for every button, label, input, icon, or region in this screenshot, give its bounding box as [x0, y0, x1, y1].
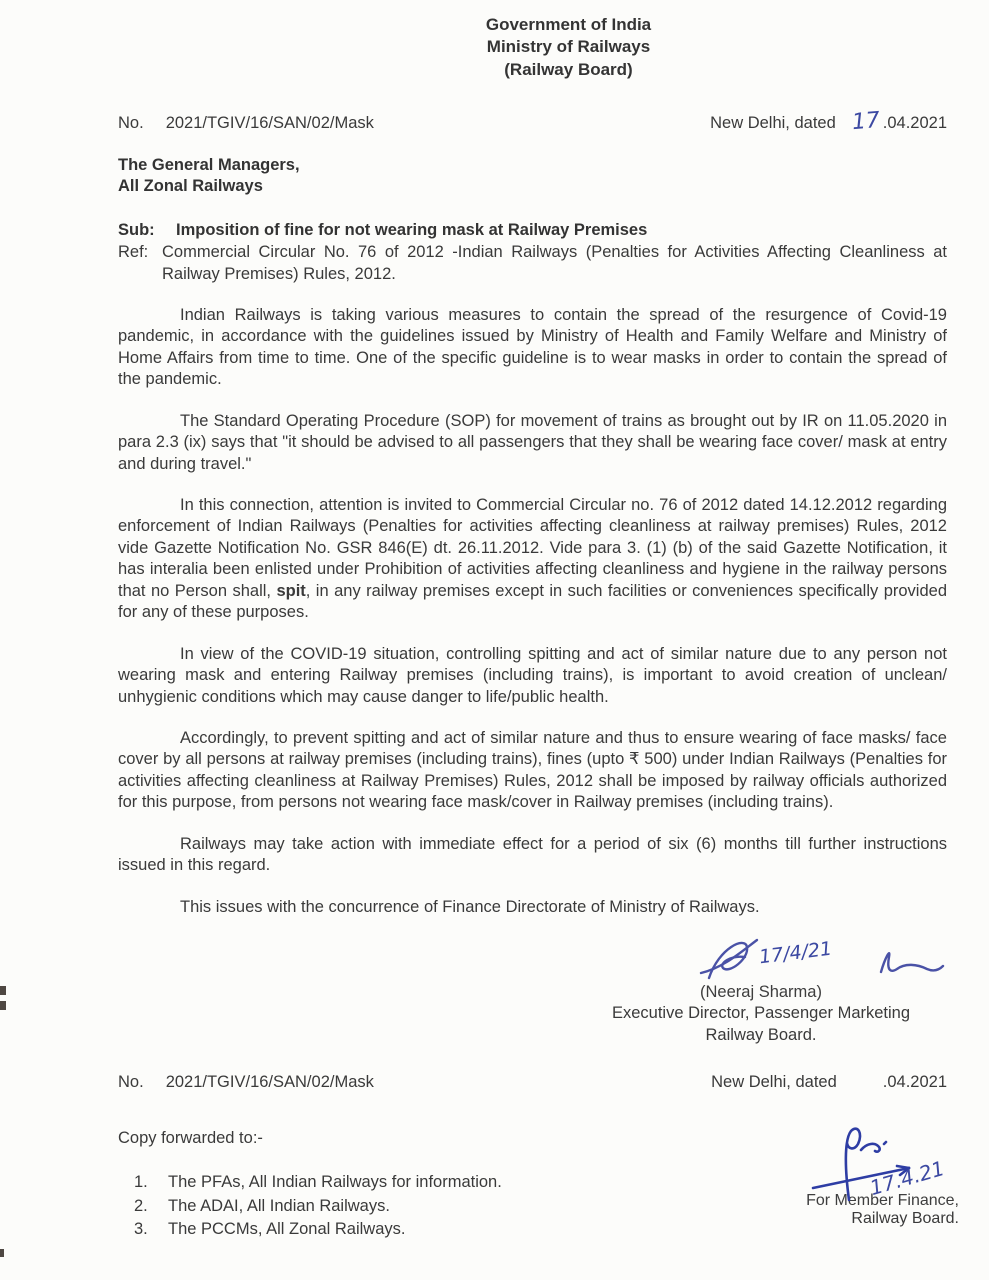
subject-label: Sub: [118, 220, 155, 239]
for-member-finance-line: For Member Finance, [806, 1192, 959, 1209]
item-number: 2. [134, 1196, 148, 1215]
signature-scribble [695, 932, 947, 988]
handwritten-day: 17 [850, 108, 881, 136]
reference-line [118, 242, 947, 285]
body-paragraph-3 [118, 495, 947, 624]
addressee-block [118, 155, 947, 198]
scan-artifact [0, 986, 6, 995]
body-paragraph-2: The Standard Operating Procedure (SOP) for movement of trains as brought out by IR on 11.05.2020 in para 2.3 (ix) says that "it should be advised to all passengers that they shall be wearing face cover/ mask at entry and during travel." [118, 411, 947, 473]
letterhead-line-board: (Railway Board) [504, 59, 633, 79]
place-dated-label: New Delhi, dated [710, 114, 836, 133]
signature-handwritten-date: 17/4/21 [757, 937, 834, 969]
printed-date: .04.2021 [882, 1073, 947, 1092]
signature-block [575, 932, 947, 1046]
body-paragraph-7: This issues with the concurrence of Finance Directorate of Ministry of Railways. [180, 897, 760, 916]
no-label: No. [118, 114, 144, 133]
addressee-line2: All Zonal Railways [118, 177, 263, 196]
place-dated-label: New Delhi, dated [711, 1073, 837, 1092]
bottom-signature-scribble [719, 1122, 959, 1208]
bottom-handwritten-date: 17.4.21 [866, 1155, 947, 1201]
addressee-line1: The General Managers, [118, 155, 300, 174]
reference-number-line-top [118, 108, 947, 136]
scan-artifact [0, 1249, 4, 1257]
item-number: 3. [134, 1220, 148, 1239]
letterhead [118, 14, 947, 81]
scan-artifact [0, 1001, 6, 1010]
no-value: 2021/TGIV/16/SAN/02/Mask [165, 1073, 374, 1092]
bottom-signature-block [719, 1122, 959, 1228]
signatory-org: Railway Board. [705, 1025, 817, 1044]
date-line [710, 108, 947, 136]
no-value: 2021/TGIV/16/SAN/02/Mask [165, 114, 374, 133]
letter-content [118, 0, 947, 1241]
reference-label: Ref: [118, 243, 149, 262]
body-paragraph-1: Indian Railways is taking various measures to contain the spread of the resurgence of Covid-19 pandemic, in accordance with the guidelines issued by Ministry of Health and Family Welfare and Ministry of Home Affairs from time to time. One of the specific guideline is to wear masks in order to contain the spread of the pandemic. [118, 305, 947, 389]
reference-number-line-bottom [118, 1072, 947, 1093]
body-paragraph-6: Railways may take action with immediate effect for a period of six (6) months till further instructions issued in this regard. [118, 834, 947, 875]
letter-number [118, 113, 374, 134]
date-line-bottom [711, 1072, 947, 1093]
reference-text: Commercial Circular No. 76 of 2012 -Indian Railways (Penalties for Activities Affecting Cleanliness at Railway Premises) Rules, 2012. [162, 243, 947, 283]
body-paragraph-4: In view of the COVID-19 situation, controlling spitting and act of similar nature due to any person not wearing mask and entering Railway premises (including trains), is important to avoid creation of unclean/ unhygienic conditions which may cause danger to life/public health. [118, 644, 947, 706]
item-text: The PCCMs, All Zonal Railways. [168, 1220, 406, 1239]
paragraph-3-pre: In this connection, attention is invited to Commercial Circular no. 76 of 2012 dated 14.12.2012 regarding enforcement of Indian Railways (Penalties for activities affecting cleanliness at railway premises) Rules, 2012 vide Gazette Notification No. GSR 846(E) dt. 26.11.2012. Vide para 3. (1) (b) of the said Gazette Notification, it has interalia been enlisted under Prohibition of activities affecting cleanliness and hygiene in the railway persons that no Person shall, [118, 496, 947, 600]
signatory-title: Executive Director, Passenger Marketing [611, 1004, 911, 1023]
item-text: The PFAs, All Indian Railways for information. [168, 1173, 502, 1192]
body-paragraph-5: Accordingly, to prevent spitting and act of similar nature and thus to ensure wearing of face masks/ face cover by all persons at railway premises (including trains), fines (upto ₹ 500) under Indian Railways (Penalties for activities affecting cleanliness at Railway Premises) Rules, 2012 shall be imposed by railway officials authorized for this purpose, from persons not wearing face mask/cover in Railway premises (including trains). [118, 728, 947, 812]
subject-text: Imposition of fine for not wearing mask at Railway Premises [176, 220, 648, 239]
copy-forwarded-heading: Copy forwarded to:- [118, 1128, 263, 1147]
printed-date: .04.2021 [882, 114, 947, 133]
paragraph-3-bold-word: spit [276, 581, 306, 600]
item-number: 1. [134, 1173, 148, 1192]
letter-number-bottom [118, 1072, 374, 1093]
no-label: No. [118, 1073, 144, 1092]
paragraph-3-post: , in any railway premises except in such facilities or conveniences specifically provided for any of these purposes. [118, 581, 947, 622]
signatory-name: (Neeraj Sharma) [700, 983, 822, 1001]
letterhead-line-govt: Government of India [485, 15, 652, 34]
subject-line [118, 220, 947, 241]
item-text: The ADAI, All Indian Railways. [168, 1196, 390, 1215]
letterhead-line-ministry: Ministry of Railways [486, 37, 651, 57]
railway-board-line: Railway Board. [851, 1210, 959, 1227]
